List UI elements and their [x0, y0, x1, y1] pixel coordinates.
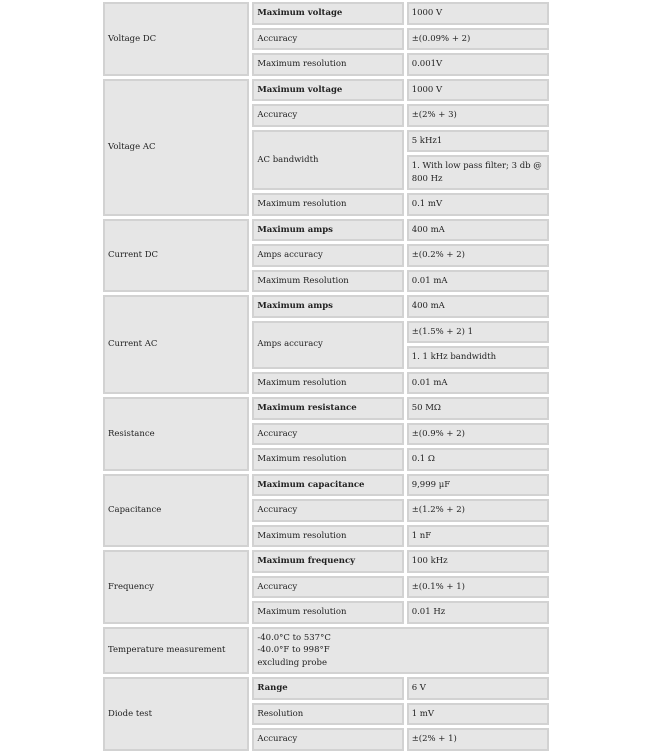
spec-label: Maximum amps	[252, 295, 403, 318]
spec-value: 1 mV	[407, 703, 549, 726]
spec-value: 1000 V	[407, 79, 549, 102]
spec-value: ±(0.1% + 1)	[407, 576, 549, 599]
category-temperature: Temperature measurement	[103, 627, 249, 675]
category-capacitance: Capacitance	[103, 474, 249, 548]
spec-value: ±(2% + 3)	[407, 104, 549, 127]
spec-label: Maximum capacitance	[252, 474, 403, 497]
spec-value: 50 MΩ	[407, 397, 549, 420]
spec-label: Range	[252, 677, 403, 700]
spec-label: Maximum resolution	[252, 525, 403, 548]
spec-value: ±(0.2% + 2)	[407, 244, 549, 267]
spec-value: ±(0.9% + 2)	[407, 423, 549, 446]
spec-value: 0.1 mV	[407, 193, 549, 216]
spec-value: ±(2% + 1)	[407, 728, 549, 751]
spec-value: 100 kHz	[407, 550, 549, 573]
temperature-note: excluding probe	[257, 657, 328, 668]
spec-value: 0.1 Ω	[407, 448, 549, 471]
table-row	[103, 79, 549, 102]
spec-label: Maximum voltage	[252, 2, 403, 25]
spec-label: Resolution	[252, 703, 403, 726]
table-row	[103, 295, 549, 318]
category-voltage-ac: Voltage AC	[103, 79, 249, 216]
spec-label: Maximum voltage	[252, 79, 403, 102]
spec-value: 0.001V	[407, 53, 549, 76]
spec-value: 0.01 Hz	[407, 601, 549, 624]
temperature-celsius: -40.0°C to 537°C	[257, 632, 331, 643]
category-frequency: Frequency	[103, 550, 249, 624]
spec-label: Accuracy	[252, 499, 403, 522]
spec-label: Maximum resolution	[252, 193, 403, 216]
spec-label: Accuracy	[252, 728, 403, 751]
category-current-ac: Current AC	[103, 295, 249, 394]
table-row	[103, 627, 549, 675]
spec-label: Maximum resistance	[252, 397, 403, 420]
table-row	[103, 677, 549, 700]
spec-table	[100, 0, 552, 754]
spec-value: 400 mA	[407, 295, 549, 318]
spec-value: 6 V	[407, 677, 549, 700]
spec-value: ±(1.2% + 2)	[407, 499, 549, 522]
table-row	[103, 550, 549, 573]
spec-label: Accuracy	[252, 576, 403, 599]
spec-value: ±(1.5% + 2) 1	[407, 321, 549, 344]
spec-value: 1 nF	[407, 525, 549, 548]
spec-label: Maximum resolution	[252, 53, 403, 76]
spec-label: Accuracy	[252, 28, 403, 51]
spec-value: 5 kHz1	[407, 130, 549, 153]
spec-label: Maximum Resolution	[252, 270, 403, 293]
spec-label: Maximum resolution	[252, 601, 403, 624]
spec-label: Maximum amps	[252, 219, 403, 242]
spec-label: Amps accuracy	[252, 244, 403, 267]
spec-label: Maximum frequency	[252, 550, 403, 573]
category-diode-test: Diode test	[103, 677, 249, 751]
temperature-range	[252, 627, 549, 675]
spec-label: Amps accuracy	[252, 321, 403, 369]
spec-value: 0.01 mA	[407, 372, 549, 395]
spec-label: Accuracy	[252, 423, 403, 446]
table-row	[103, 474, 549, 497]
spec-footnote: 1. 1 kHz bandwidth	[407, 346, 549, 369]
spec-label: AC bandwidth	[252, 130, 403, 191]
category-voltage-dc: Voltage DC	[103, 2, 249, 76]
spec-label: Maximum resolution	[252, 372, 403, 395]
spec-sheet	[100, 0, 552, 744]
spec-value: 1000 V	[407, 2, 549, 25]
category-current-dc: Current DC	[103, 219, 249, 293]
spec-label: Maximum resolution	[252, 448, 403, 471]
table-row	[103, 2, 549, 25]
spec-value: 9,999 μF	[407, 474, 549, 497]
spec-value: 0.01 mA	[407, 270, 549, 293]
spec-footnote: 1. With low pass filter; 3 db @ 800 Hz	[407, 155, 549, 190]
table-row	[103, 219, 549, 242]
spec-value: 400 mA	[407, 219, 549, 242]
spec-value: ±(0.09% + 2)	[407, 28, 549, 51]
temperature-fahrenheit: -40.0°F to 998°F	[257, 645, 330, 655]
category-resistance: Resistance	[103, 397, 249, 471]
spec-label: Accuracy	[252, 104, 403, 127]
table-row	[103, 397, 549, 420]
